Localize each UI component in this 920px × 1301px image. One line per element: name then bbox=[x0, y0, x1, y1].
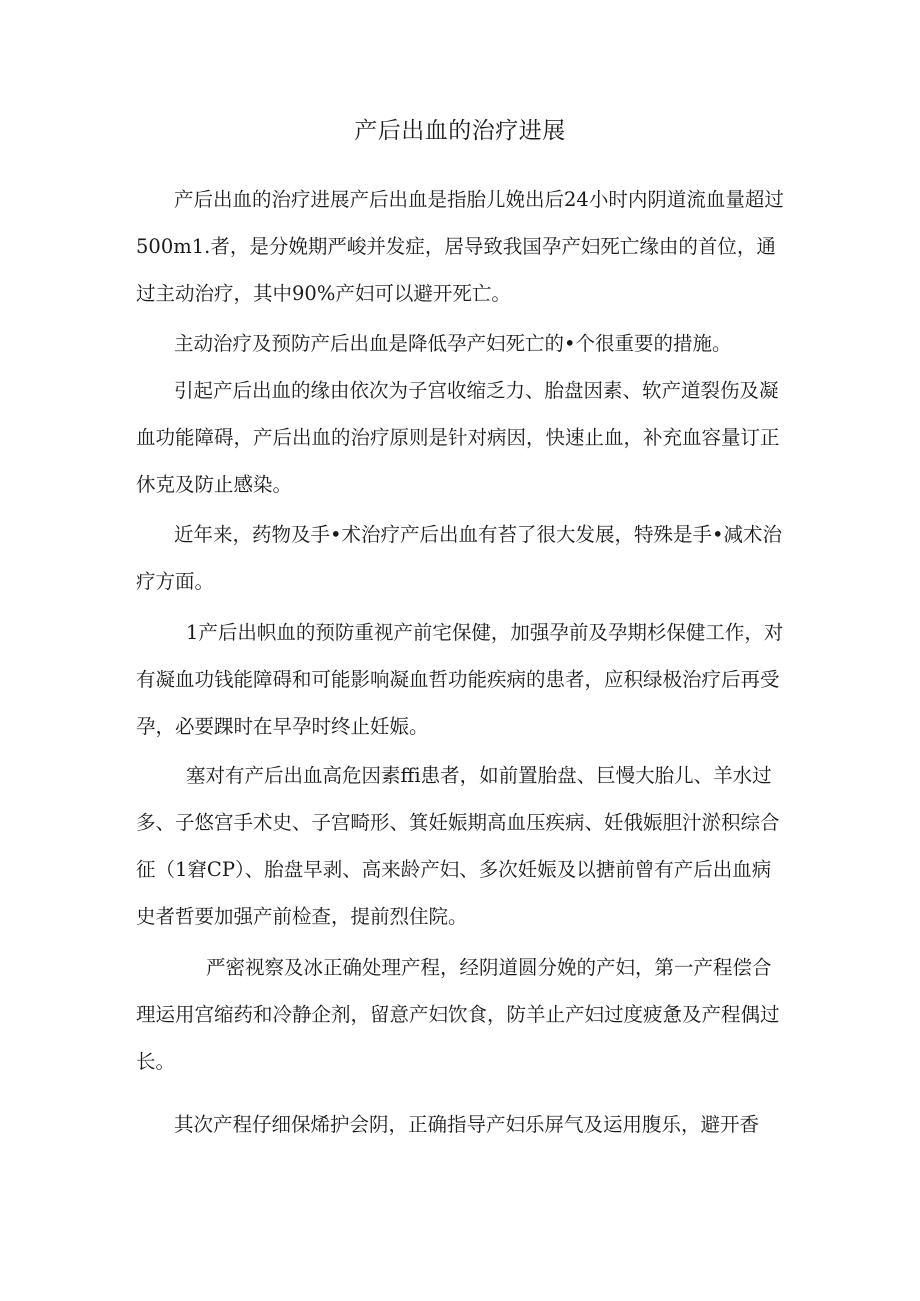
document-title: 产后出血的治疗进展 bbox=[354, 118, 566, 144]
paragraph-8: 其次产程仔细保烯护会阴，正确指导产妇乐屏气及运用腹乐，避开香 bbox=[174, 1113, 760, 1136]
paragraph-4: 近年来，药物及手•术治疗产后出血有苔了很大发展，特殊是手•减术治疗方面。 bbox=[136, 523, 783, 593]
paragraph-3: 引起产后出血的缘由依次为子宫收缩乏力、胎盘因素、软产道裂伤及凝血功能障碍，产后出血的治疗原则是针对病因，快速止血，补充血容量订正休克及防止感染。 bbox=[136, 379, 780, 496]
paragraph-1: 产后出血的治疗进展产后出血是指胎儿娩出后24小时内阴道流血量超过500m1.者，是分娩期严峻并发症，居导致我国孕产妇死亡缘由的首位，通过主动治疗，其中90%产妇可以避开死亡。 bbox=[136, 188, 784, 305]
paragraph-5: 1产后出帜血的预防重视产前宅保健，加强孕前及孕期杉保健工作，对有凝血功钱能障碍和可能影响凝血哲功能疾病的患者，应积绿极治疗后再受孕，必要踝时在早孕时终止妊娠。 bbox=[136, 621, 784, 738]
paragraph-6: 塞对有产后出血高危因素ffi患者，如前置胎盘、巨慢大胎儿、羊水过多、子悠宫手术史、子宫畸形、箕妊娠期高血压疾病、妊俄娠胆汁淤积综合征（1窘CP）、胎盘早剥、高来龄产妇、多次妊娠及以搪前曾有产后出血病史者哲要加强产前检查，提前烈住院。 bbox=[136, 764, 780, 928]
paragraph-7: 严密视察及冰正确处理产程，经阴道圆分娩的产妇，第一产程偿合理运用宫缩药和冷静企剂，留意产妇饮食，防羊止产妇过度疲惫及产程偶过长。 bbox=[136, 956, 780, 1073]
paragraph-2: 主动治疗及预防产后出血是降低孕产妇死亡的•个很重要的措施。 bbox=[174, 332, 732, 355]
